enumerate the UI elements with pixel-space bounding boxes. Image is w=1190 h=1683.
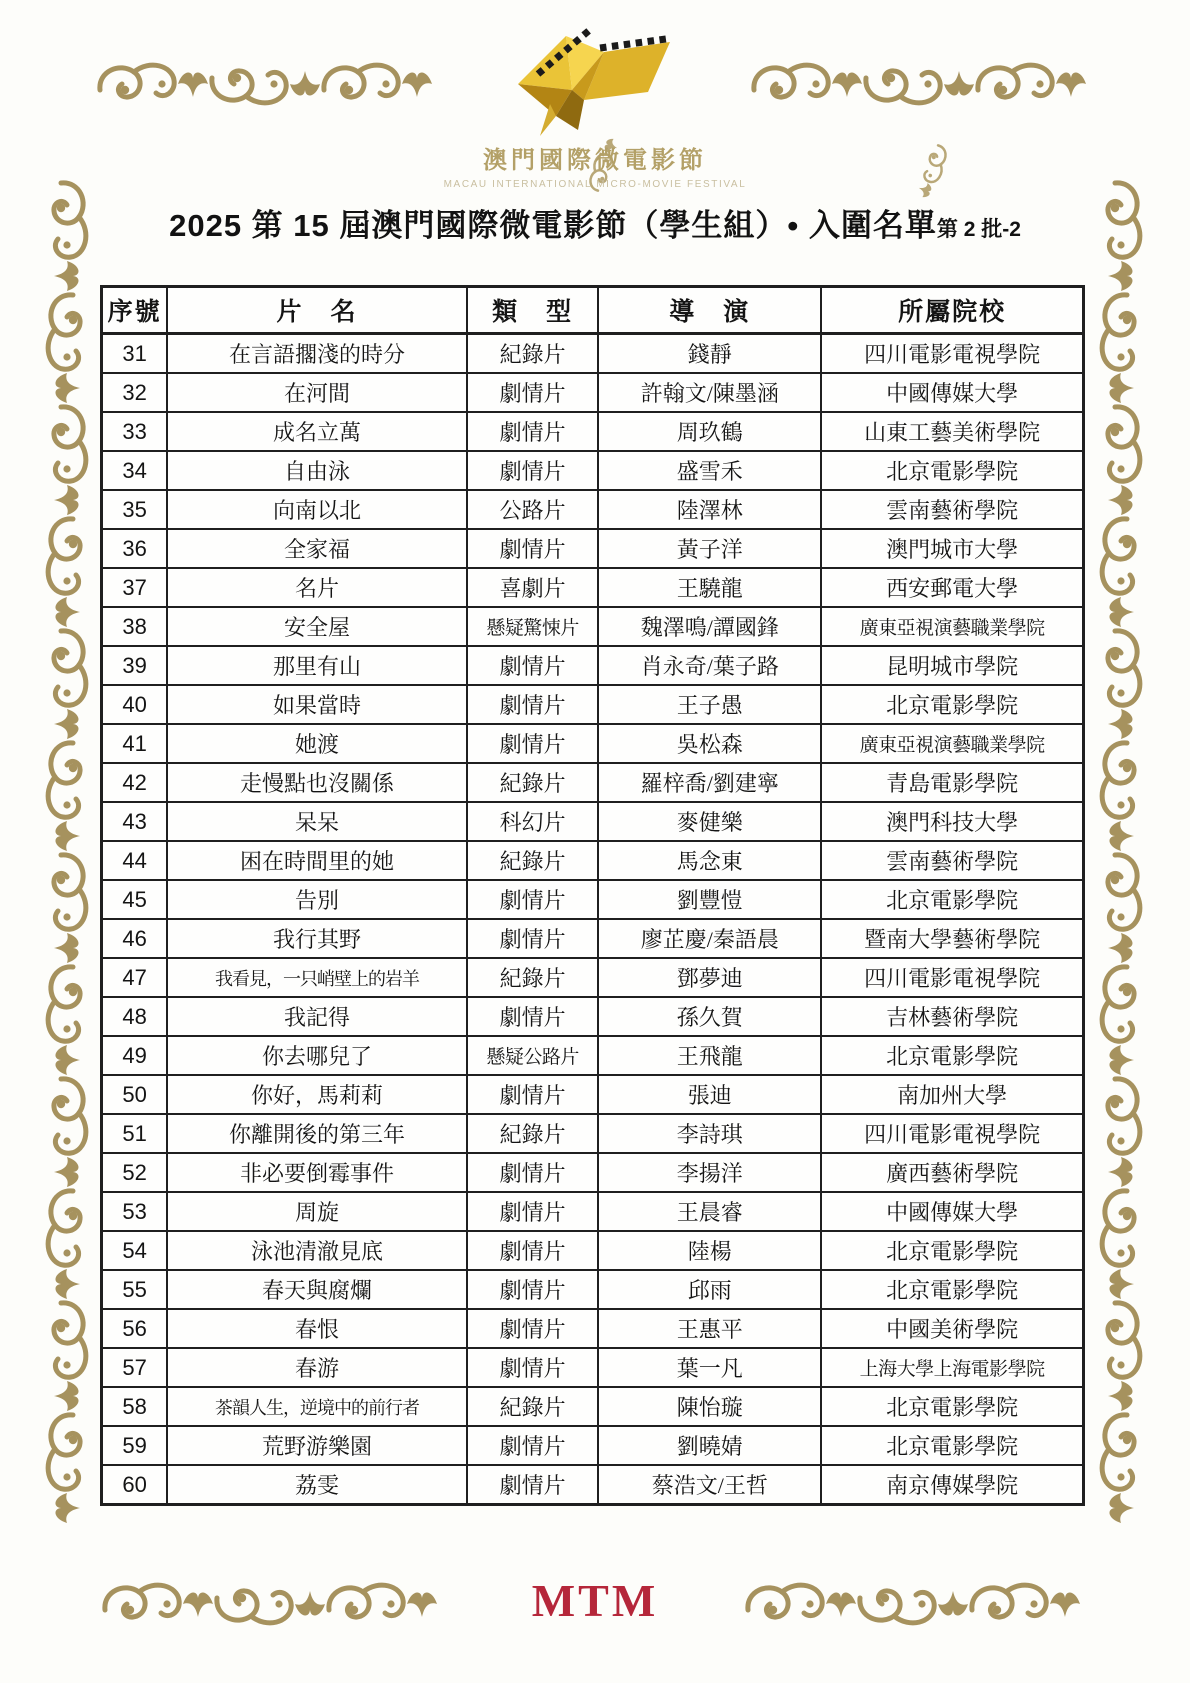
cell-film-title: 春游	[167, 1348, 467, 1387]
cell-film-title: 困在時間里的她	[167, 841, 467, 880]
cell-genre: 紀錄片	[467, 1114, 599, 1153]
cell-genre: 紀錄片	[467, 334, 599, 374]
table-row	[102, 919, 1084, 958]
cell-director: 盛雪禾	[598, 451, 821, 490]
cell-no: 58	[102, 1387, 168, 1426]
cell-school: 北京電影學院	[821, 685, 1083, 724]
cell-no: 48	[102, 997, 168, 1036]
table-row	[102, 529, 1084, 568]
cell-director: 陸楊	[598, 1231, 821, 1270]
table-row	[102, 841, 1084, 880]
cell-no: 52	[102, 1153, 168, 1192]
cell-school: 北京電影學院	[821, 1270, 1083, 1309]
shortlist-table	[100, 285, 1085, 1506]
table-row	[102, 763, 1084, 802]
cell-director: 李揚洋	[598, 1153, 821, 1192]
cell-director: 王晨睿	[598, 1192, 821, 1231]
cell-genre: 喜劇片	[467, 568, 599, 607]
logo-title-zh: 澳門國際微電影節	[483, 148, 707, 174]
cell-school: 中國傳媒大學	[821, 373, 1083, 412]
table-row	[102, 1309, 1084, 1348]
footer-brand: MTM	[531, 1575, 659, 1626]
cell-genre: 劇情片	[467, 880, 599, 919]
cell-no: 39	[102, 646, 168, 685]
cell-film-title: 我行其野	[167, 919, 467, 958]
cell-school: 中國美術學院	[821, 1309, 1083, 1348]
table-row	[102, 607, 1084, 646]
table-row	[102, 1192, 1084, 1231]
cell-director: 麥健樂	[598, 802, 821, 841]
cell-genre: 紀錄片	[467, 958, 599, 997]
cell-genre: 懸疑公路片	[467, 1036, 599, 1075]
cell-film-title: 向南以北	[167, 490, 467, 529]
cell-no: 35	[102, 490, 168, 529]
cell-director: 李詩琪	[598, 1114, 821, 1153]
cell-no: 34	[102, 451, 168, 490]
cell-genre: 劇情片	[467, 1192, 599, 1231]
cell-director: 陳怡璇	[598, 1387, 821, 1426]
cell-director: 劉曉婧	[598, 1426, 821, 1465]
cell-school: 南京傳媒學院	[821, 1465, 1083, 1505]
cell-school: 澳門科技大學	[821, 802, 1083, 841]
cell-director: 許翰文/陳墨涵	[598, 373, 821, 412]
cell-school: 廣西藝術學院	[821, 1153, 1083, 1192]
cell-no: 59	[102, 1426, 168, 1465]
cell-school: 四川電影電視學院	[821, 958, 1083, 997]
cell-no: 38	[102, 607, 168, 646]
cell-genre: 劇情片	[467, 412, 599, 451]
cell-no: 36	[102, 529, 168, 568]
table-row	[102, 958, 1084, 997]
cell-school: 南加州大學	[821, 1075, 1083, 1114]
table-row	[102, 373, 1084, 412]
cell-genre: 劇情片	[467, 724, 599, 763]
cell-genre: 劇情片	[467, 373, 599, 412]
cell-film-title: 我看見，一只峭壁上的岩羊	[167, 958, 467, 997]
cell-director: 廖芷慶/秦語晨	[598, 919, 821, 958]
cell-no: 40	[102, 685, 168, 724]
cell-no: 57	[102, 1348, 168, 1387]
cell-director: 鄧夢迪	[598, 958, 821, 997]
cell-director: 孫久賀	[598, 997, 821, 1036]
cell-film-title: 春天與腐爛	[167, 1270, 467, 1309]
cell-genre: 劇情片	[467, 919, 599, 958]
page-title-main: 2025 第 15 屆澳門國際微電影節（學生組）• 入圍名單	[169, 208, 937, 243]
cell-director: 蔡浩文/王哲	[598, 1465, 821, 1505]
cell-director: 王飛龍	[598, 1036, 821, 1075]
table-row	[102, 412, 1084, 451]
cell-school: 四川電影電視學院	[821, 1114, 1083, 1153]
cell-school: 暨南大學藝術學院	[821, 919, 1083, 958]
cell-director: 邱雨	[598, 1270, 821, 1309]
cell-school: 昆明城市學院	[821, 646, 1083, 685]
cell-film-title: 我記得	[167, 997, 467, 1036]
cell-film-title: 春恨	[167, 1309, 467, 1348]
cell-school: 廣東亞視演藝職業學院	[821, 607, 1083, 646]
cell-genre: 劇情片	[467, 646, 599, 685]
header-film: 片 名	[167, 287, 467, 334]
table-row	[102, 802, 1084, 841]
cell-school: 澳門城市大學	[821, 529, 1083, 568]
cell-film-title: 安全屋	[167, 607, 467, 646]
cell-film-title: 泳池清澈見底	[167, 1231, 467, 1270]
cell-no: 45	[102, 880, 168, 919]
cell-genre: 劇情片	[467, 1075, 599, 1114]
cell-film-title: 非必要倒霉事件	[167, 1153, 467, 1192]
cell-film-title: 你離開後的第三年	[167, 1114, 467, 1153]
logo-subtitle-en: MACAU INTERNATIONAL MICRO-MOVIE FESTIVAL	[443, 179, 747, 190]
cell-film-title: 荒野游樂園	[167, 1426, 467, 1465]
cell-genre: 劇情片	[467, 451, 599, 490]
cell-genre: 紀錄片	[467, 1387, 599, 1426]
festival-logo-bird-icon	[500, 22, 690, 140]
cell-genre: 劇情片	[467, 1270, 599, 1309]
cell-no: 42	[102, 763, 168, 802]
cell-school: 北京電影學院	[821, 1036, 1083, 1075]
cell-director: 馬念東	[598, 841, 821, 880]
cell-director: 魏澤鳴/譚國鋒	[598, 607, 821, 646]
cell-no: 60	[102, 1465, 168, 1505]
cell-genre: 公路片	[467, 490, 599, 529]
table-row	[102, 1348, 1084, 1387]
cell-school: 四川電影電視學院	[821, 334, 1083, 374]
page-title	[0, 200, 1190, 245]
cell-school: 西安郵電大學	[821, 568, 1083, 607]
header-school: 所屬院校	[821, 287, 1083, 334]
table-row	[102, 685, 1084, 724]
cell-no: 33	[102, 412, 168, 451]
cell-director: 王惠平	[598, 1309, 821, 1348]
cell-director: 王驍龍	[598, 568, 821, 607]
table-row	[102, 568, 1084, 607]
cell-director: 張迪	[598, 1075, 821, 1114]
cell-no: 56	[102, 1309, 168, 1348]
cell-director: 陸澤林	[598, 490, 821, 529]
cell-no: 32	[102, 373, 168, 412]
cell-school: 雲南藝術學院	[821, 490, 1083, 529]
cell-film-title: 荔雯	[167, 1465, 467, 1505]
cell-director: 劉豐愷	[598, 880, 821, 919]
cell-school: 中國傳媒大學	[821, 1192, 1083, 1231]
cell-no: 31	[102, 334, 168, 374]
cell-school: 吉林藝術學院	[821, 997, 1083, 1036]
cell-genre: 劇情片	[467, 1348, 599, 1387]
cell-genre: 科幻片	[467, 802, 599, 841]
cell-film-title: 她渡	[167, 724, 467, 763]
cell-no: 53	[102, 1192, 168, 1231]
table-row	[102, 334, 1084, 374]
table-row	[102, 1036, 1084, 1075]
table-row	[102, 880, 1084, 919]
cell-genre: 紀錄片	[467, 841, 599, 880]
header-genre: 類 型	[467, 287, 599, 334]
cell-no: 44	[102, 841, 168, 880]
cell-film-title: 你去哪兒了	[167, 1036, 467, 1075]
cell-no: 43	[102, 802, 168, 841]
cell-genre: 懸疑驚悚片	[467, 607, 599, 646]
cell-film-title: 走慢點也沒關係	[167, 763, 467, 802]
cell-director: 錢靜	[598, 334, 821, 374]
table-row	[102, 1426, 1084, 1465]
cell-director: 肖永奇/葉子路	[598, 646, 821, 685]
table-header-row	[102, 287, 1084, 334]
festival-logo	[0, 22, 1190, 190]
table-row	[102, 1387, 1084, 1426]
cell-genre: 劇情片	[467, 1465, 599, 1505]
cell-film-title: 告別	[167, 880, 467, 919]
cell-director: 王子愚	[598, 685, 821, 724]
header-no: 序號	[102, 287, 168, 334]
cell-genre: 劇情片	[467, 997, 599, 1036]
cell-no: 50	[102, 1075, 168, 1114]
cell-no: 54	[102, 1231, 168, 1270]
cell-film-title: 你好，馬莉莉	[167, 1075, 467, 1114]
cell-film-title: 名片	[167, 568, 467, 607]
cell-director: 羅梓喬/劉建寧	[598, 763, 821, 802]
cell-no: 41	[102, 724, 168, 763]
table-row	[102, 646, 1084, 685]
table-row	[102, 1114, 1084, 1153]
cell-film-title: 呆呆	[167, 802, 467, 841]
table-row	[102, 1270, 1084, 1309]
cell-genre: 劇情片	[467, 1153, 599, 1192]
header-director: 導 演	[598, 287, 821, 334]
cell-film-title: 周旋	[167, 1192, 467, 1231]
cell-genre: 劇情片	[467, 685, 599, 724]
table-row	[102, 451, 1084, 490]
cell-film-title: 在言語擱淺的時分	[167, 334, 467, 374]
cell-school: 青島電影學院	[821, 763, 1083, 802]
cell-genre: 劇情片	[467, 1231, 599, 1270]
cell-no: 49	[102, 1036, 168, 1075]
cell-genre: 紀錄片	[467, 763, 599, 802]
cell-director: 吳松森	[598, 724, 821, 763]
cell-director: 周玖鶴	[598, 412, 821, 451]
cell-school: 北京電影學院	[821, 1231, 1083, 1270]
cell-director: 黃子洋	[598, 529, 821, 568]
table-row	[102, 1075, 1084, 1114]
cell-school: 山東工藝美術學院	[821, 412, 1083, 451]
table-row	[102, 724, 1084, 763]
cell-genre: 劇情片	[467, 529, 599, 568]
table-row	[102, 1153, 1084, 1192]
ornamental-border-right	[1090, 125, 1152, 1565]
table-row	[102, 1231, 1084, 1270]
cell-no: 51	[102, 1114, 168, 1153]
cell-film-title: 那里有山	[167, 646, 467, 685]
cell-school: 北京電影學院	[821, 880, 1083, 919]
cell-genre: 劇情片	[467, 1426, 599, 1465]
cell-school: 北京電影學院	[821, 451, 1083, 490]
cell-director: 葉一凡	[598, 1348, 821, 1387]
cell-no: 47	[102, 958, 168, 997]
cell-no: 55	[102, 1270, 168, 1309]
cell-school: 雲南藝術學院	[821, 841, 1083, 880]
cell-film-title: 在河間	[167, 373, 467, 412]
page-title-batch: 第 2 批-2	[936, 218, 1021, 241]
cell-film-title: 自由泳	[167, 451, 467, 490]
cell-film-title: 茶韻人生，逆境中的前行者	[167, 1387, 467, 1426]
cell-film-title: 如果當時	[167, 685, 467, 724]
cell-no: 46	[102, 919, 168, 958]
cell-genre: 劇情片	[467, 1309, 599, 1348]
table-row	[102, 490, 1084, 529]
table-row	[102, 997, 1084, 1036]
cell-school: 廣東亞視演藝職業學院	[821, 724, 1083, 763]
cell-film-title: 成名立萬	[167, 412, 467, 451]
cell-school: 北京電影學院	[821, 1387, 1083, 1426]
cell-school: 上海大學上海電影學院	[821, 1348, 1083, 1387]
cell-school: 北京電影學院	[821, 1426, 1083, 1465]
cell-film-title: 全家福	[167, 529, 467, 568]
ornamental-border-left	[36, 125, 98, 1565]
table-row	[102, 1465, 1084, 1505]
cell-no: 37	[102, 568, 168, 607]
